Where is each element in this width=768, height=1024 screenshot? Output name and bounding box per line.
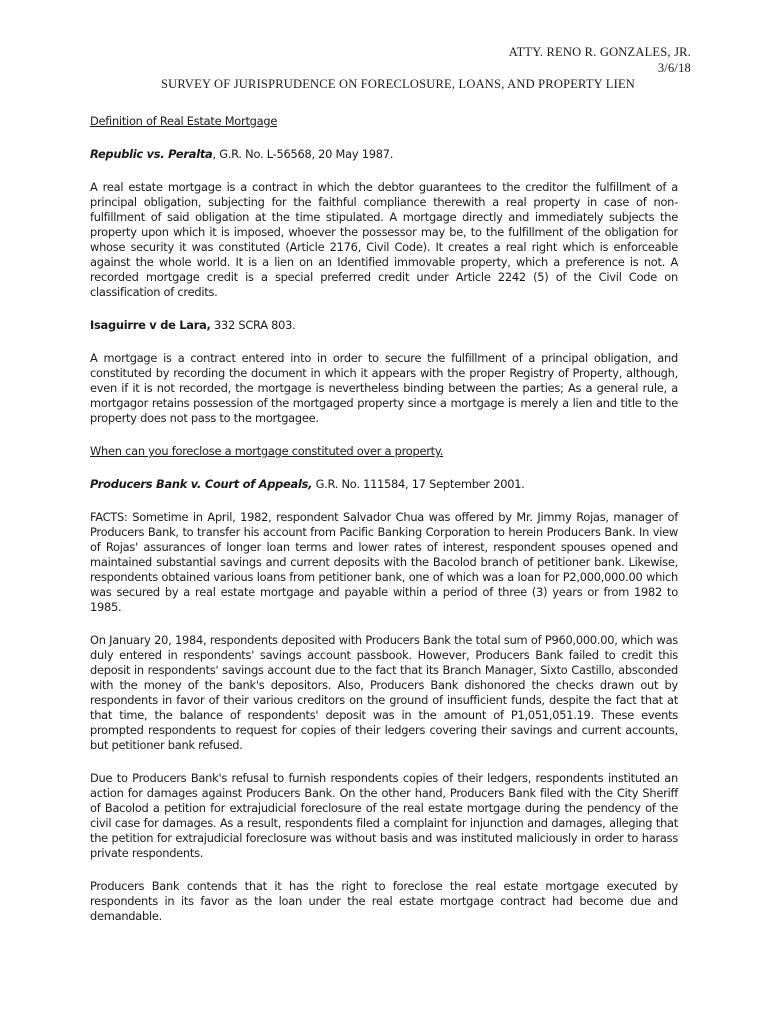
case-name: Isaguirre v de Lara,	[90, 318, 211, 332]
paragraph-definition: A real estate mortgage is a contract in which the debtor guarantees to the creditor the fulfillment of a principal obligation, subjecting for the faithful compliance therewith a real property in case of non-fulfillment of said obligation at the time stipulated. A mortgage directly and immediately subjects the property upon which it is imposed, whoever the possessor may be, to the fulfillment of the obligation for whose security it was constituted (Article 2176, Civil Code). It creates a real right which is enforceable against the whole world. It is a lien on an Identified immovable property, which a preference is not. A recorded mortgage credit is a special preferred credit under Article 2242 (5) of the Civil Code on classification of credits.	[90, 180, 678, 299]
case-citation: G.R. No. 111584, 17 September 2001.	[312, 477, 525, 491]
document-body	[90, 114, 678, 924]
section-heading-definition: Definition of Real Estate Mortgage	[90, 114, 278, 128]
case-citation: 332 SCRA 803.	[210, 318, 296, 332]
paragraph-damages: Due to Producers Bank's refusal to furnish respondents copies of their ledgers, respondents instituted an action for damages against Producers Bank. On the other hand, Producers Bank filed with the City Sheriff of Bacolod a petition for extrajudicial foreclosure of the real estate mortgage during the pendency of the civil case for damages. As a result, respondents filed a complaint for injunction and damages, alleging that the petition for extrajudicial foreclosure was without basis and was instituted maliciously in order to harass private respondents.	[90, 771, 678, 860]
header-author: ATTY. RENO R. GONZALES, JR.	[508, 45, 691, 59]
case-citation-isaguirre	[90, 318, 678, 333]
header-date: 3/6/18	[657, 61, 691, 75]
section-heading-foreclose: When can you foreclose a mortgage constituted over a property.	[90, 444, 444, 458]
paragraph-facts: FACTS: Sometime in April, 1982, respondent Salvador Chua was offered by Mr. Jimmy Rojas, manager of Producers Bank, to transfer his account from Pacific Banking Corporation to herein Producers Bank. In view of Rojas' assurances of longer loan terms and lower rates of interest, respondent spouses opened and maintained substantial savings and current deposits with the Bacolod branch of petitioner bank. Likewise, respondents obtained various loans from petitioner bank, one of which was a loan for P2,000,000.00 which was secured by a real estate mortgage and payable within a period of three (3) years or from 1982 to 1985.	[90, 510, 678, 614]
case-citation: , G.R. No. L-56568, 20 May 1987.	[212, 147, 394, 161]
document-title: SURVEY OF JURISPRUDENCE ON FORECLOSURE, LOANS, AND PROPERTY LIEN	[160, 77, 636, 91]
paragraph-contention: Producers Bank contends that it has the right to foreclose the real estate mortgage executed by respondents in its favor as the loan under the real estate mortgage contract had become due and demandable.	[90, 879, 678, 923]
case-citation-republic-peralta	[90, 147, 678, 162]
case-name: Republic vs. Peralta	[90, 147, 213, 161]
paragraph-deposit: On January 20, 1984, respondents deposited with Producers Bank the total sum of P960,000.00, which was duly entered in respondents' savings account passbook. However, Producers Bank failed to credit this deposit in respondents' savings account due to the fact that its Branch Manager, Sixto Castillo, absconded with the money of the bank's depositors. Also, Producers Bank dishonored the checks drawn out by respondents in favor of their various creditors on the ground of insufficient funds, despite the fact that at that time, the balance of respondents' deposit was in the amount of P1,051,051.19. These events prompted respondents to request for copies of their ledgers covering their savings and current accounts, but petitioner bank refused.	[90, 633, 678, 752]
case-citation-producers-bank	[90, 477, 678, 492]
case-name: Producers Bank v. Court of Appeals,	[90, 477, 313, 491]
paragraph-mortgage-contract: A mortgage is a contract entered into in order to secure the fulfillment of a principal obligation, and constituted by recording the document in which it appears with the proper Registry of Property, although, even if it is not recorded, the mortgage is nevertheless binding between the parties; As a general rule, a mortgagor retains possession of the mortgaged property since a mortgage is merely a lien and title to the property does not pass to the mortgagee.	[90, 351, 678, 425]
